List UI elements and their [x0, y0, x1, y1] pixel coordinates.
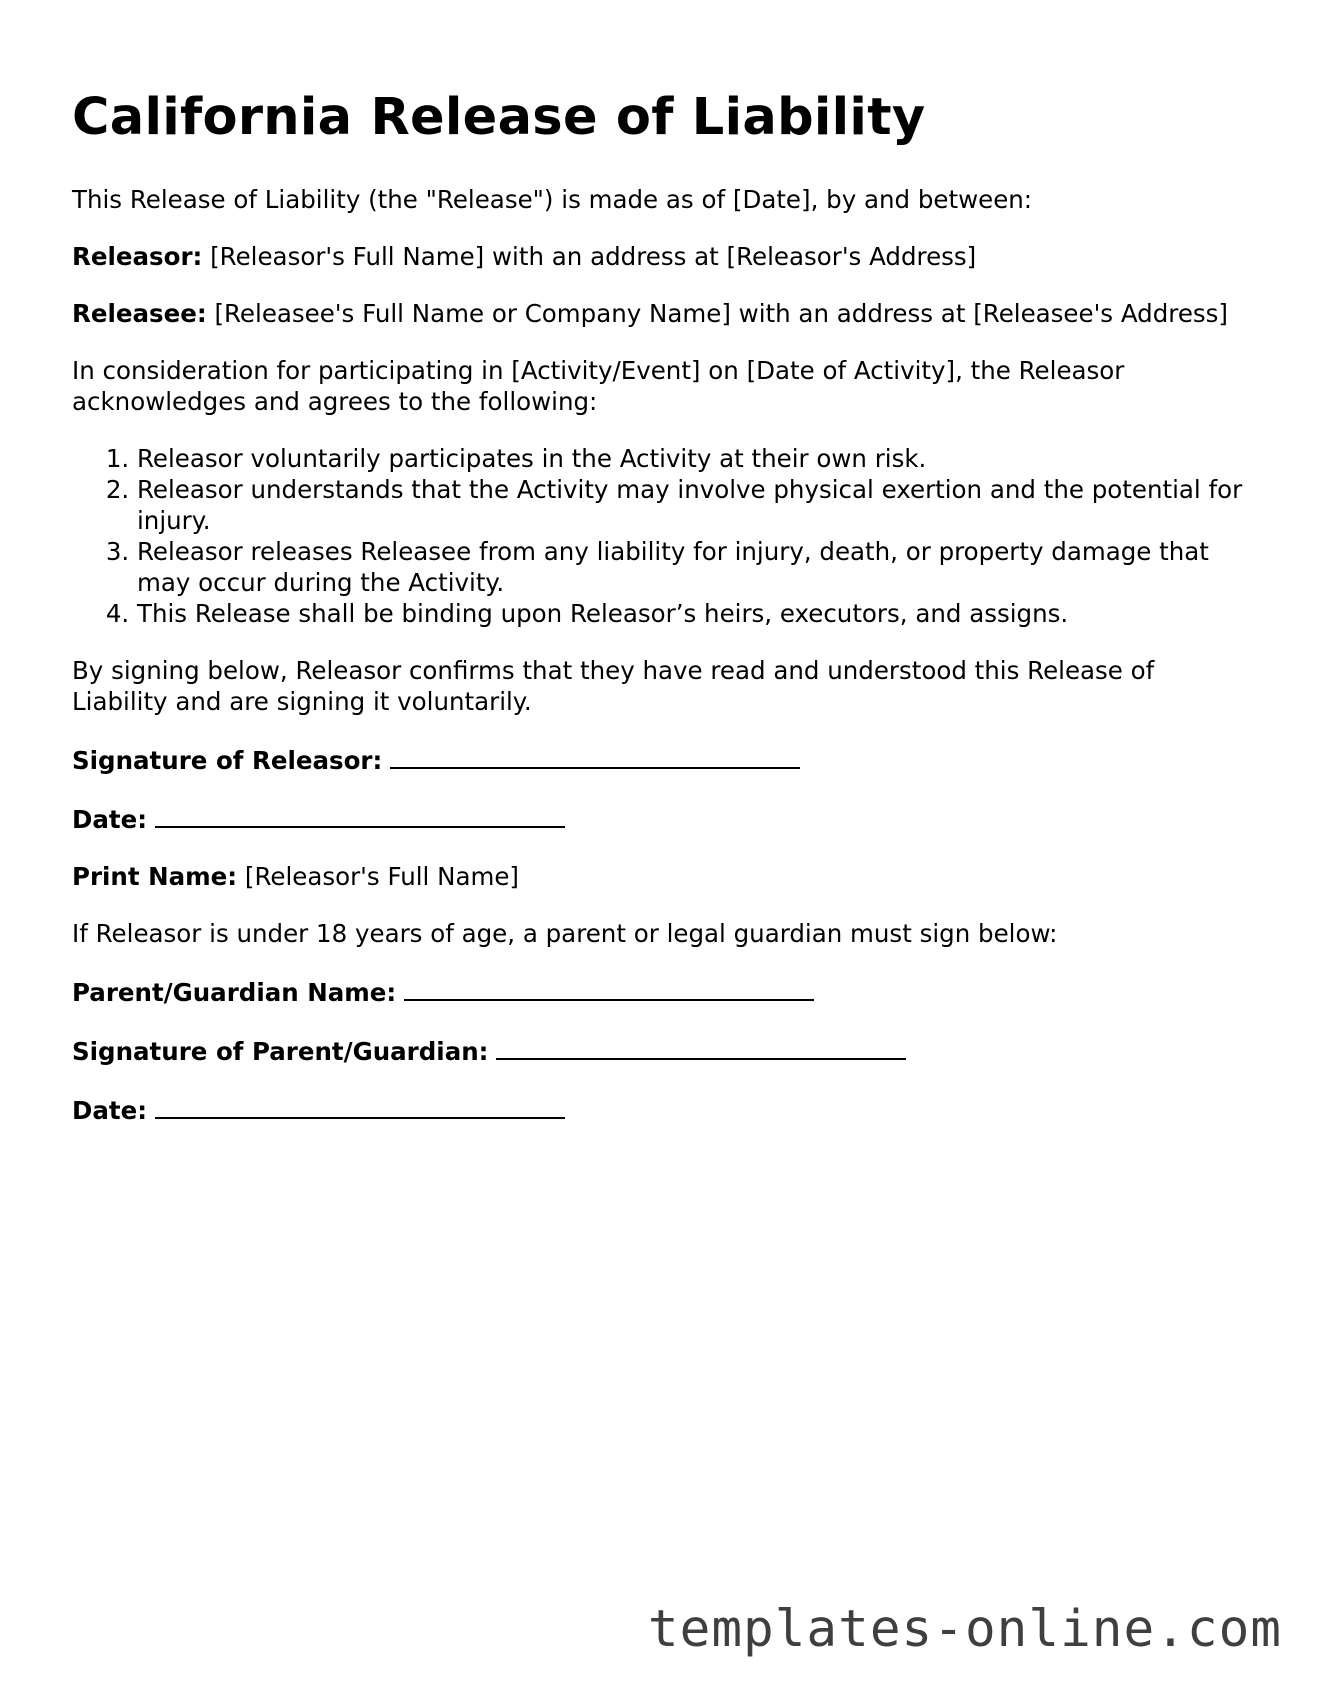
terms-list — [72, 443, 1252, 629]
date-label-1: Date: — [72, 805, 147, 835]
signature-releasor-row — [72, 743, 1252, 776]
print-name-label: Print Name: — [72, 862, 238, 892]
date-field-1[interactable] — [155, 802, 565, 828]
date-field-2[interactable] — [155, 1093, 565, 1119]
minor-notice: If Releasor is under 18 years of age, a parent or legal guardian must sign below: — [72, 919, 1058, 949]
intro-paragraph: This Release of Liability (the "Release") is made as of [Date], by and between: — [72, 185, 1033, 215]
confirmation-paragraph: By signing below, Releasor confirms that they have read and understood this Release of Liability and are signing it voluntarily. — [72, 656, 1155, 717]
guardian-signature-label: Signature of Parent/Guardian: — [72, 1037, 489, 1067]
watermark: templates-online.com — [647, 1600, 1282, 1659]
consideration-paragraph: In consideration for participating in [Activity/Event] on [Date of Activity], the Releasor acknowledges and agrees to the following: — [72, 356, 1125, 417]
page-title: California Release of Liability — [72, 88, 926, 147]
releasor-text: [Releasor's Full Name] with an address at [Releasor's Address] — [210, 242, 977, 272]
releasor-line — [72, 241, 1252, 272]
list-item: 2. Releasor understands that the Activity may involve physical exertion and the potential for injury. — [137, 474, 1252, 536]
guardian-name-field[interactable] — [404, 975, 814, 1001]
signature-releasor-label: Signature of Releasor: — [72, 746, 383, 776]
date-row-2 — [72, 1093, 1252, 1126]
guardian-name-row — [72, 975, 1252, 1008]
guardian-signature-row — [72, 1034, 1252, 1067]
print-name-row — [72, 861, 1252, 892]
releasee-label: Releasee: — [72, 299, 207, 329]
guardian-signature-field[interactable] — [496, 1034, 906, 1060]
date-row-1 — [72, 802, 1252, 835]
list-item: 3. Releasor releases Releasee from any liability for injury, death, or property damage that may occur during the Activity. — [137, 536, 1252, 598]
signature-releasor-field[interactable] — [390, 743, 800, 769]
document-page — [72, 90, 1252, 1152]
date-label-2: Date: — [72, 1096, 147, 1126]
releasor-label: Releasor: — [72, 242, 203, 272]
list-item: 1. Releasor voluntarily participates in the Activity at their own risk. — [137, 443, 1252, 474]
releasee-line — [72, 298, 1252, 329]
print-name-value: [Releasor's Full Name] — [244, 862, 519, 892]
list-item: 4. This Release shall be binding upon Releasor’s heirs, executors, and assigns. — [137, 598, 1252, 629]
guardian-name-label: Parent/Guardian Name: — [72, 978, 397, 1008]
releasee-text: [Releasee's Full Name or Company Name] with an address at [Releasee's Address] — [214, 299, 1228, 329]
